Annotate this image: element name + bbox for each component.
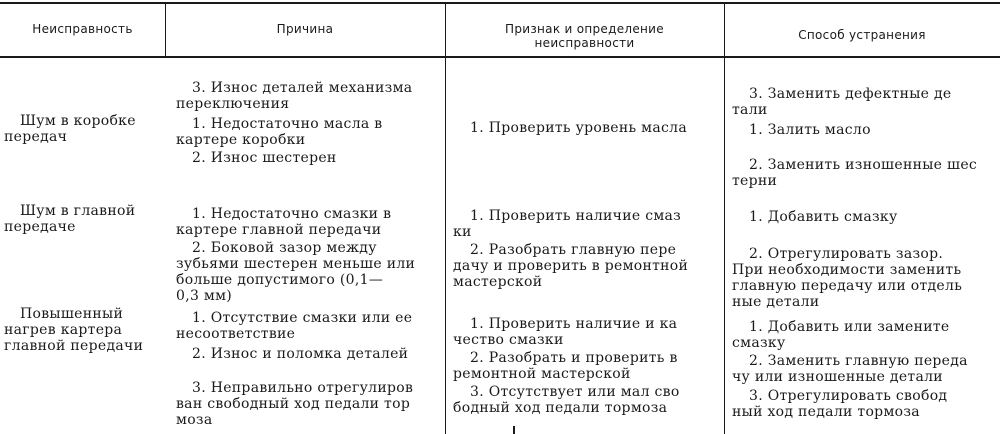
cause-text: 1. Недостаточно масла в — [192, 116, 383, 132]
sign-text: 1. Проверить наличие смаз — [470, 208, 682, 224]
header-sign-line2: неисправности — [534, 36, 635, 50]
header-fault: Неисправность — [32, 22, 133, 36]
remedy-text: тали — [732, 102, 768, 118]
sign-text: 2. Разобрать и проверить в — [470, 350, 678, 366]
column-tick — [513, 426, 515, 434]
cause-text: картере коробки — [176, 132, 306, 148]
fault-text: Шум в главной — [20, 203, 136, 219]
remedy-text: ный ход педали тормоза — [732, 404, 920, 420]
fault-text: главной передачи — [4, 338, 144, 354]
sign-text: ремонтной мастерской — [453, 366, 631, 382]
cause-text: больше допустимого (0,1— — [176, 272, 384, 288]
remedy-text: главную передачу или отдель — [732, 278, 963, 294]
cause-text: картере главной передачи — [176, 222, 382, 238]
fault-text: передаче — [4, 219, 76, 235]
fault-text: передач — [4, 129, 68, 145]
remedy-text: 1. Залить масло — [749, 122, 871, 138]
remedy-text: 1. Добавить смазку — [749, 209, 898, 225]
remedy-text: 2. Заменить главную переда — [749, 353, 968, 369]
sign-text: дачу и проверить в ремонтной — [453, 258, 689, 274]
remedy-text: чу или изношенные детали — [732, 369, 943, 385]
cause-text: моза — [176, 412, 213, 428]
fault-text: Повышенный — [20, 306, 124, 322]
cause-text: несоответствие — [176, 326, 296, 342]
sign-text: ки — [453, 224, 472, 240]
remedy-text: 2. Заменить изношенные шес — [749, 157, 978, 173]
header-sign-line1: Признак и определение — [505, 22, 664, 36]
remedy-text: 3. Отрегулировать свобод — [749, 388, 948, 404]
remedy-text: 1. Добавить или замените — [749, 319, 950, 335]
sign-text: 1. Проверить наличие и ка — [470, 316, 678, 332]
fault-text: Шум в коробке — [20, 113, 136, 129]
cause-text: 0,3 мм) — [176, 288, 233, 304]
cause-text: ван свободный ход педали тор — [176, 396, 411, 412]
table-top-rule — [0, 2, 1000, 4]
cause-text: зубьями шестерен меньше или — [176, 256, 416, 272]
remedy-text: 2. Отрегулировать зазор. — [749, 246, 944, 262]
sign-text: 3. Отсутствует или мал сво — [470, 384, 680, 400]
cause-text: 2. Боковой зазор между — [192, 240, 377, 256]
remedy-text: терни — [732, 173, 778, 189]
remedy-text: смазку — [732, 335, 786, 351]
sign-text: 2. Разобрать главную пере — [470, 242, 677, 258]
cause-text: 1. Недостаточно смазки в — [192, 206, 392, 222]
cause-text: 1. Отсутствие смазки или ее — [192, 310, 413, 326]
cause-text: 3. Износ деталей механизма — [192, 80, 413, 96]
sign-text: 1. Проверить уровень масла — [470, 120, 687, 136]
cause-text: 2. Износ и поломка деталей — [192, 346, 409, 362]
cause-text: 3. Неправильно отрегулиров — [192, 380, 414, 396]
sign-text: бодный ход педали тормоза — [453, 400, 668, 416]
column-divider — [724, 2, 725, 434]
sign-text: мастерской — [453, 274, 543, 290]
cause-text: переключения — [176, 96, 290, 112]
sign-text: чество смазки — [453, 332, 564, 348]
remedy-text: 3. Заменить дефектные де — [749, 86, 952, 102]
remedy-text: При необходимости заменить — [732, 262, 962, 278]
column-divider — [445, 2, 446, 434]
fault-text: нагрев картера — [4, 322, 123, 338]
header-bottom-rule — [0, 56, 1000, 58]
header-remedy: Способ устранения — [798, 28, 926, 42]
remedy-text: ные детали — [732, 294, 820, 310]
cause-text: 2. Износ шестерен — [192, 150, 337, 166]
header-cause: Причина — [276, 22, 334, 36]
